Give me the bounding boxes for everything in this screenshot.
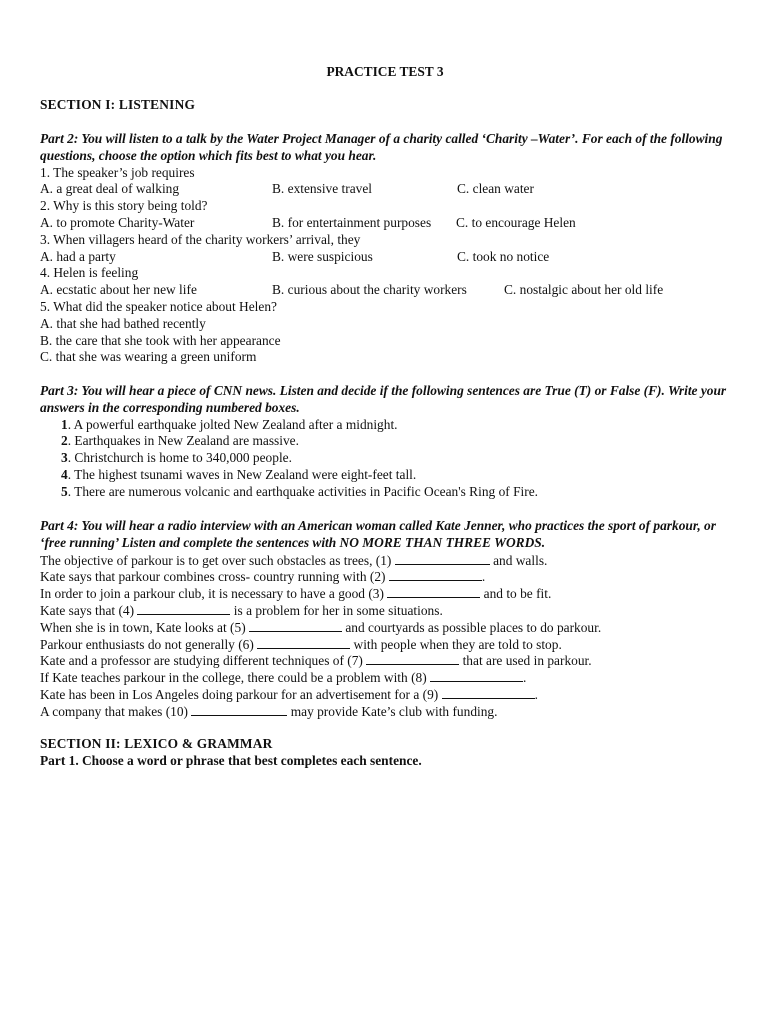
list-item: 3. Christchurch is home to 340,000 people.: [61, 450, 292, 466]
option-a: A. ecstatic about her new life: [40, 282, 197, 298]
answer-blank: [387, 585, 480, 598]
gap-sentence: When she is in town, Kate looks at (5) and courtyards as possible places to do parkour.: [40, 619, 602, 635]
gap-sentence: In order to join a parkour club, it is necessary to have a good (3) and to be fit.: [40, 586, 552, 602]
part-3-instruction: Part 3: You will hear a piece of CNN news. Listen and decide if the following sentences are True (T) or False (F). Write your answers in the corresponding numbered boxes.: [40, 383, 727, 415]
gap-sentence: If Kate teaches parkour in the college, there could be a problem with (8) .: [40, 670, 527, 686]
answer-blank: [442, 686, 535, 699]
option-c: C. took no notice: [457, 248, 550, 264]
question-5-option-a: A. that she had bathed recently: [40, 315, 206, 331]
list-item: 5. There are numerous volcanic and earthquake activities in Pacific Ocean's Ring of Fire.: [61, 483, 538, 499]
option-a: A. had a party: [40, 248, 116, 264]
page-title: PRACTICE TEST 3: [326, 64, 444, 79]
gap-sentence: Kate and a professor are studying different techniques of (7) that are used in parkour.: [40, 653, 592, 669]
option-b: B. curious about the charity workers: [272, 282, 467, 298]
part-4-instruction: Part 4: You will hear a radio interview with an American woman called Kate Jenner, who practices the sport of parkour, or ‘free running’ Listen and complete the sentences with NO MORE THAN THREE WORDS.: [40, 518, 716, 550]
option-b: B. for entertainment purposes: [272, 214, 432, 230]
answer-blank: [249, 619, 342, 632]
question-3-options: [40, 249, 740, 266]
question-5: 5. What did the speaker notice about Helen?: [40, 298, 277, 314]
question-4: 4. Helen is feeling: [40, 265, 139, 281]
answer-blank: [366, 652, 459, 665]
question-3: 3. When villagers heard of the charity workers’ arrival, they: [40, 231, 361, 247]
option-b: B. extensive travel: [272, 181, 373, 197]
gap-sentence: Kate has been in Los Angeles doing parkour for an advertisement for a (9) .: [40, 686, 538, 702]
option-c: C. clean water: [457, 181, 534, 197]
question-2-options: [40, 215, 740, 232]
section-2-heading: SECTION II: LEXICO & GRAMMAR: [40, 736, 273, 751]
list-item: 1. A powerful earthquake jolted New Zealand after a midnight.: [61, 416, 398, 432]
section-1-heading: SECTION I: LISTENING: [40, 97, 196, 112]
question-5-option-c: C. that she was wearing a green uniform: [40, 349, 257, 365]
list-item: 4. The highest tsunami waves in New Zealand were eight-feet tall.: [61, 466, 417, 482]
part-4: [40, 518, 740, 720]
part-2: [40, 131, 740, 366]
true-false-list: [40, 417, 740, 501]
question-5-option-b: B. the care that she took with her appearance: [40, 332, 281, 348]
section-2-part-1: Part 1. Choose a word or phrase that best completes each sentence.: [40, 753, 422, 768]
option-c: C. to encourage Helen: [456, 214, 576, 230]
answer-blank: [395, 552, 490, 565]
answer-blank: [389, 568, 482, 581]
question-1-options: [40, 181, 740, 198]
list-item: 2. Earthquakes in New Zealand are massive.: [61, 433, 299, 449]
gap-sentence: A company that makes (10) may provide Kate’s club with funding.: [40, 703, 498, 719]
option-a: A. a great deal of walking: [40, 181, 180, 197]
part-3: [40, 383, 740, 501]
gap-sentence: Kate says that parkour combines cross- country running with (2) .: [40, 569, 486, 585]
part-2-instruction: Part 2: You will listen to a talk by the Water Project Manager of a charity called ‘Charity –Water’. For each of the following questions, choose the option which fits best to what you hear.: [40, 131, 723, 163]
gap-sentence: Kate says that (4) is a problem for her in some situations.: [40, 602, 443, 618]
question-4-options: [40, 282, 740, 299]
answer-blank: [191, 703, 287, 716]
option-b: B. were suspicious: [272, 248, 373, 264]
answer-blank: [430, 669, 523, 682]
option-c: C. nostalgic about her old life: [504, 282, 664, 298]
answer-blank: [257, 636, 350, 649]
gap-sentence: The objective of parkour is to get over such obstacles as trees, (1) and walls.: [40, 552, 548, 568]
question-2: 2. Why is this story being told?: [40, 198, 208, 214]
answer-blank: [137, 602, 230, 615]
gap-sentence: Parkour enthusiasts do not generally (6) with people when they are told to stop.: [40, 636, 562, 652]
question-1: 1. The speaker’s job requires: [40, 164, 195, 180]
option-a: A. to promote Charity-Water: [40, 214, 195, 230]
